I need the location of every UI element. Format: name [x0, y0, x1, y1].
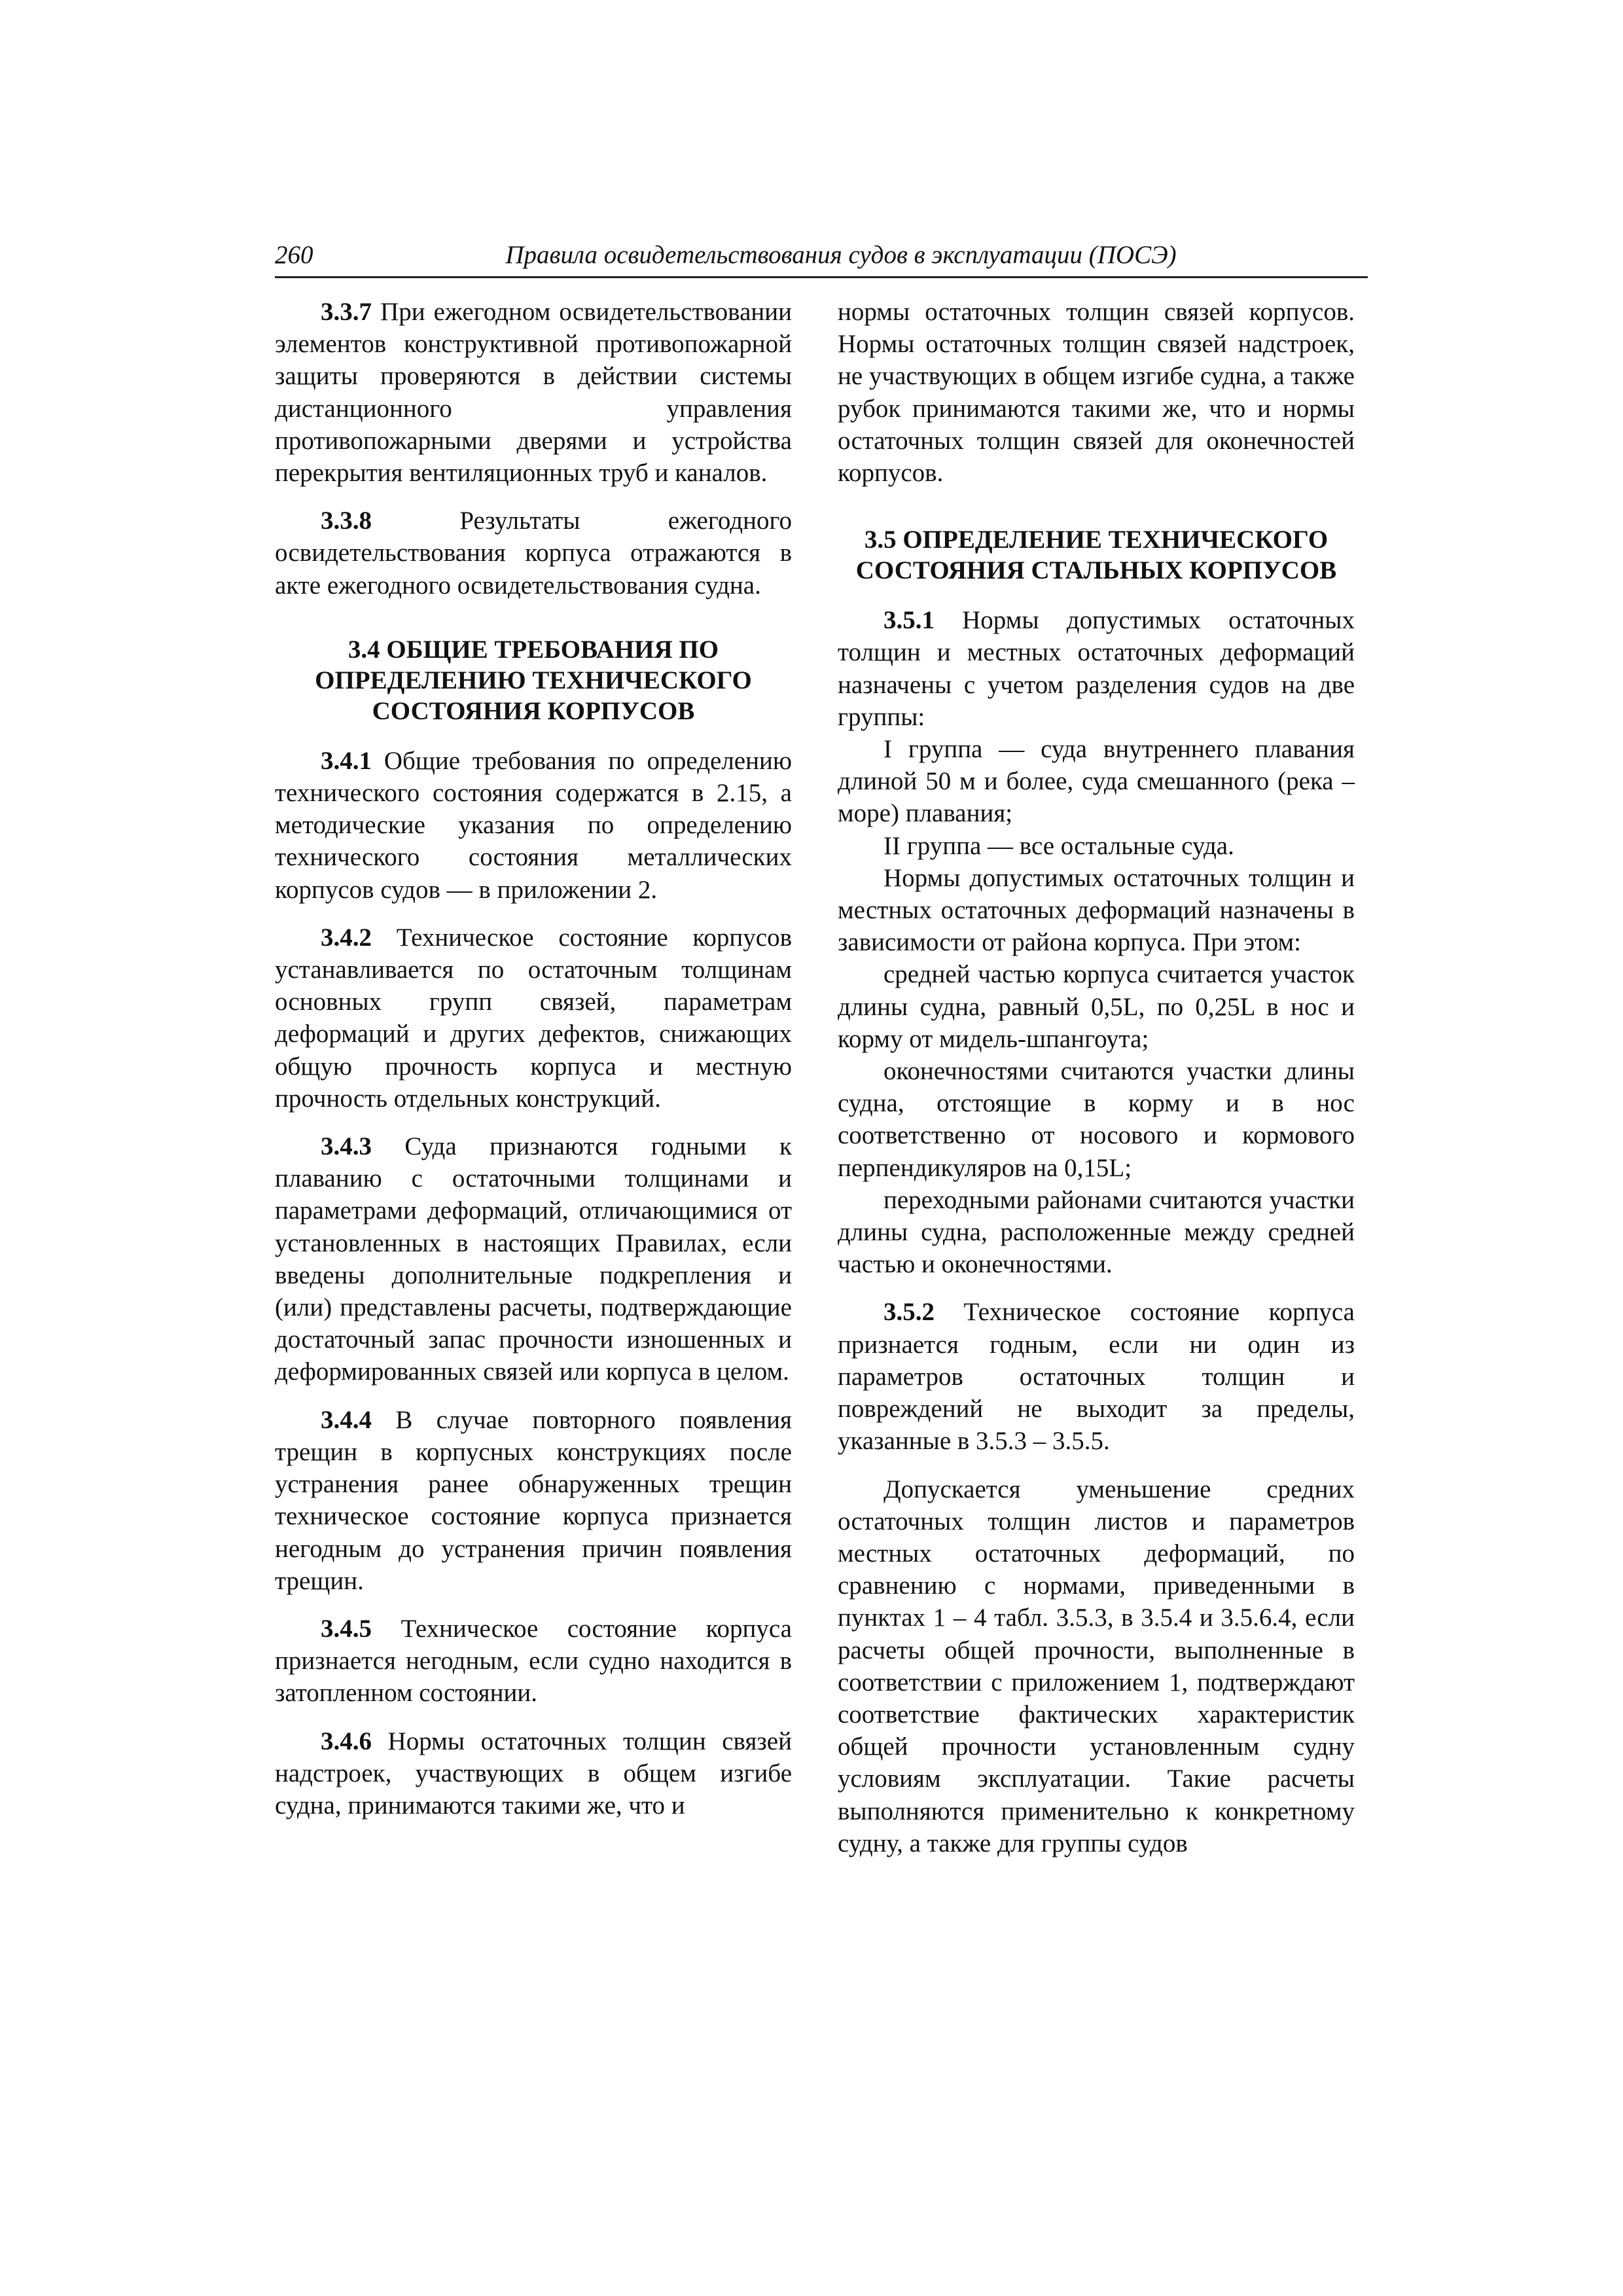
paragraph-norms: Нормы допустимых остаточных толщин и местных остаточных деформаций назначены в зависимости от района корпуса. При этом:: [838, 863, 1355, 957]
paragraph-text: При ежегодном освидетельствовании элементов конструктивной противопожарной защиты проверяются в действии системы дистанционного управления противопожарными дверями и устройства перекрытия вентиляционных труб и каналов.: [275, 298, 792, 488]
paragraph-3-4-6-continued: нормы остаточных толщин связей корпусов. Нормы остаточных толщин связей надстроек, не участвующих в общем изгибе судна, а также рубок принимаются такими же, что и нормы остаточных толщин связей для оконечностей корпусов.: [838, 298, 1355, 488]
clause-number: 3.4.4: [321, 1405, 372, 1434]
paragraph-group-1: I группа — суда внутреннего плавания длиной 50 м и более, суда смешанного (река – море) плавания;: [838, 735, 1355, 828]
paragraph-text: Нормы остаточных толщин связей надстроек, участвующих в общем изгибе судна, принимаются такими же, что и: [275, 1727, 792, 1820]
paragraph-3-3-7: [275, 296, 792, 489]
paragraph-3-4-3: [275, 1130, 792, 1388]
clause-number: 3.4.6: [321, 1727, 372, 1755]
paragraph-3-4-4: [275, 1404, 792, 1597]
paragraph-3-4-1: [275, 745, 792, 906]
paragraph-ends: оконечностями считаются участки длины судна, отстоящие в корму и в нос соответственно от носового и кормового перпендикуляров на 0,15L;: [838, 1057, 1355, 1182]
section-heading-3-4: 3.4 ОБЩИЕ ТРЕБОВАНИЯ ПО ОПРЕДЕЛЕНИЮ ТЕХНИЧЕСКОГО СОСТОЯНИЯ КОРПУСОВ: [315, 635, 752, 725]
paragraph-allowed-reduction: Допускается уменьшение средних остаточных толщин листов и параметров местных остаточных деформаций, по сравнению с нормами, приведенными в пунктах 1 – 4 табл. 3.5.3, в 3.5.4 и 3.5.6.4, если расчеты общей прочности, выполненные в соответствии с приложением 1, подтверждают соответствие фактических характеристик общей прочности установленным судну условиям эксплуатации. Такие расчеты выполняются применительно к конкретному судну, а также для группы судов: [838, 1475, 1355, 1857]
paragraph-text: Нормы допустимых остаточных толщин и местных остаточных деформаций назначены с учетом разделения судов на две группы:: [838, 606, 1355, 731]
clause-number: 3.4.5: [321, 1614, 372, 1643]
paragraph-3-5-2: [838, 1296, 1355, 1457]
page-number: 260: [275, 241, 313, 269]
paragraph-3-5-1: [838, 604, 1355, 733]
paragraph-transition: переходными районами считаются участки длины судна, расположенные между средней частью и оконечностями.: [838, 1185, 1355, 1279]
clause-number: 3.5.2: [883, 1298, 935, 1327]
paragraph-3-4-2: [275, 922, 792, 1115]
clause-number: 3.4.2: [321, 923, 372, 952]
paragraph-text: Результаты ежегодного освидетельствования корпуса отражаются в акте ежегодного освидетельствования судна.: [275, 507, 792, 600]
paragraph-3-4-6: [275, 1725, 792, 1822]
paragraph-text: Суда признаются годными к плаванию с остаточными толщинами и параметрами деформаций, отличающимися от установленных в настоящих Правилах, если введены дополнительные подкрепления и (или) представлены расчеты, подтверждающие достаточный запас прочности изношенных и деформированных связей или корпуса в целом.: [275, 1132, 792, 1386]
running-header: [275, 237, 1368, 278]
right-column: [838, 296, 1355, 1859]
paragraph-text: Общие требования по определению технического состояния содержатся в 2.15, а методические указания по определению технического состояния металлических корпусов судов — в приложении 2.: [275, 746, 792, 904]
clause-number: 3.4.3: [321, 1132, 372, 1161]
clause-number: 3.3.7: [321, 298, 372, 326]
paragraph-text: Техническое состояние корпуса признается негодным, если судно находится в затопленном состоянии.: [275, 1614, 792, 1708]
paragraph-middle-part: средней частью корпуса считается участок длины судна, равный 0,5L, по 0,25L в нос и корму от мидель-шпангоута;: [838, 960, 1355, 1053]
clause-number: 3.5.1: [883, 606, 935, 635]
section-heading-3-5: 3.5 ОПРЕДЕЛЕНИЕ ТЕХНИЧЕСКОГО СОСТОЯНИЯ СТАЛЬНЫХ КОРПУСОВ: [855, 526, 1337, 585]
paragraph-text: Техническое состояние корпуса признается годным, если ни один из параметров остаточных толщин и повреждений не выходит за пределы, указанные в 3.5.3 – 3.5.5.: [838, 1298, 1355, 1456]
running-title: Правила освидетельствования судов в эксплуатации (ПОСЭ): [505, 241, 1177, 269]
paragraph-text: В случае повторного появления трещин в корпусных конструкциях после устранения ранее обнаруженных трещин техническое состояние корпуса признается негодным до устранения причин появления трещин.: [275, 1405, 792, 1595]
clause-number: 3.4.1: [321, 746, 372, 775]
paragraph-group-2: II группа — все остальные суда.: [883, 831, 1234, 860]
paragraph-3-4-5: [275, 1613, 792, 1710]
paragraph-text: Техническое состояние корпусов устанавливается по остаточным толщинам основных групп связей, параметрам деформаций и других дефектов, снижающих общую прочность корпуса и местную прочность отдельных конструкций.: [275, 923, 792, 1113]
paragraph-3-3-8: [275, 505, 792, 601]
clause-number: 3.3.8: [321, 507, 372, 535]
left-column: [275, 296, 792, 1837]
